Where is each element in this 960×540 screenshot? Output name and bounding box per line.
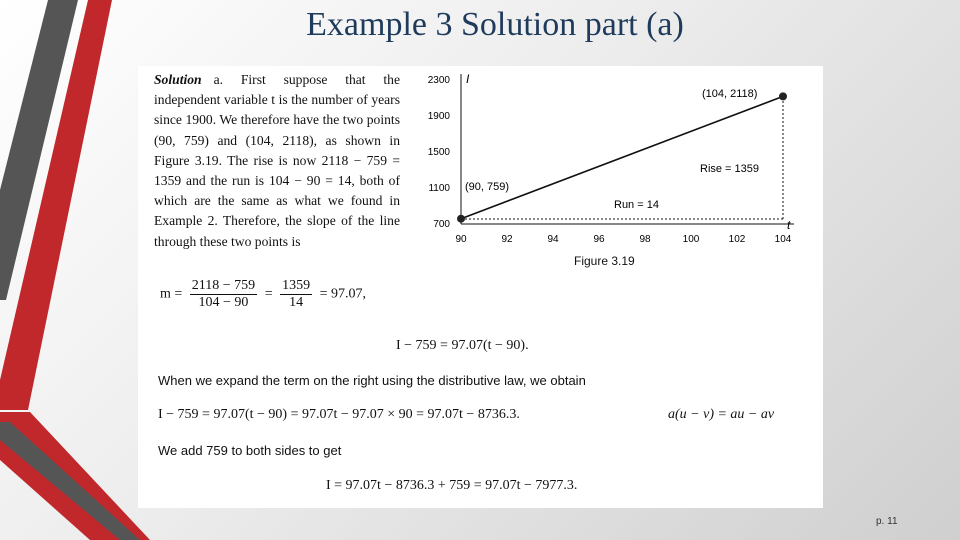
x-tick-96: 96 — [593, 234, 605, 245]
y-tick-700: 700 — [433, 219, 450, 230]
slope-frac2-denominator: 14 — [289, 295, 304, 310]
y-tick-1900: 1900 — [427, 111, 450, 122]
x-axis-label: t — [787, 218, 791, 232]
solution-content — [138, 66, 823, 508]
page-number: p. 11 — [876, 516, 898, 527]
solution-text: a. First suppose that the independent variable t is the number of years since 1900. We therefore have the two points (90, 759) and (104, 2118), as shown in Figure 3.19. The rise is now 2118 − 759 = 1359 and the run is 104 − 90 = 14, both of which are the same as what we found in Example 2. Therefore, the slope of the line through these two points is — [154, 72, 400, 249]
figure-3-19 — [416, 66, 816, 252]
slope-frac2-numerator: 1359 — [282, 278, 311, 293]
x-tick-100: 100 — [682, 234, 700, 245]
distributive-note: a(u − v) = au − av — [668, 407, 775, 422]
solution-paragraph — [154, 70, 400, 252]
slope-frac1-numerator: 2118 − 759 — [191, 278, 256, 293]
x-tick-92: 92 — [501, 234, 513, 245]
x-tick-104: 104 — [774, 234, 792, 245]
expand-equation: I − 759 = 97.07(t − 90) = 97.07t − 97.07 × 90 = 97.07t − 8736.3. — [158, 407, 520, 422]
x-tick-90: 90 — [455, 234, 467, 245]
slope-lhs: m = — [160, 286, 183, 302]
data-point-2 — [779, 92, 787, 100]
point2-label: (104, 2118) — [702, 88, 758, 100]
x-tick-labels — [455, 234, 791, 245]
final-equation: I = 97.07t − 8736.3 + 759 = 97.07t − 7977.3. — [326, 478, 578, 493]
y-tick-1500: 1500 — [427, 147, 450, 158]
slide-title: Example 3 Solution part (a) — [306, 6, 684, 43]
slope-fraction-1 — [190, 278, 257, 311]
run-label: Run = 14 — [614, 199, 659, 211]
slope-fraction-2 — [280, 278, 312, 311]
y-tick-labels — [428, 75, 451, 230]
y-tick-2300: 2300 — [427, 75, 450, 86]
slope-equation — [160, 278, 366, 311]
point1-label: (90, 759) — [465, 181, 510, 193]
gray-stripe-bottom — [0, 422, 140, 540]
solution-heading: Solution — [154, 72, 202, 87]
slope-frac1-denominator: 104 − 90 — [198, 295, 249, 310]
expand-text: When we expand the term on the right using the distributive law, we obtain — [158, 373, 586, 388]
y-tick-1100: 1100 — [428, 183, 450, 194]
point-slope-equation: I − 759 = 97.07(t − 90). — [396, 338, 529, 353]
x-tick-94: 94 — [547, 234, 559, 245]
figure-caption: Figure 3.19 — [574, 254, 635, 268]
add-text: We add 759 to both sides to get — [158, 443, 342, 458]
red-stripe-bottom — [0, 412, 150, 540]
rise-label: Rise = 1359 — [700, 163, 760, 175]
x-tick-98: 98 — [639, 234, 651, 245]
data-point-1 — [457, 215, 465, 223]
y-axis-label: I — [466, 72, 470, 86]
slope-result: = 97.07, — [319, 286, 366, 302]
slope-equals: = — [264, 286, 273, 302]
x-tick-102: 102 — [728, 234, 746, 245]
